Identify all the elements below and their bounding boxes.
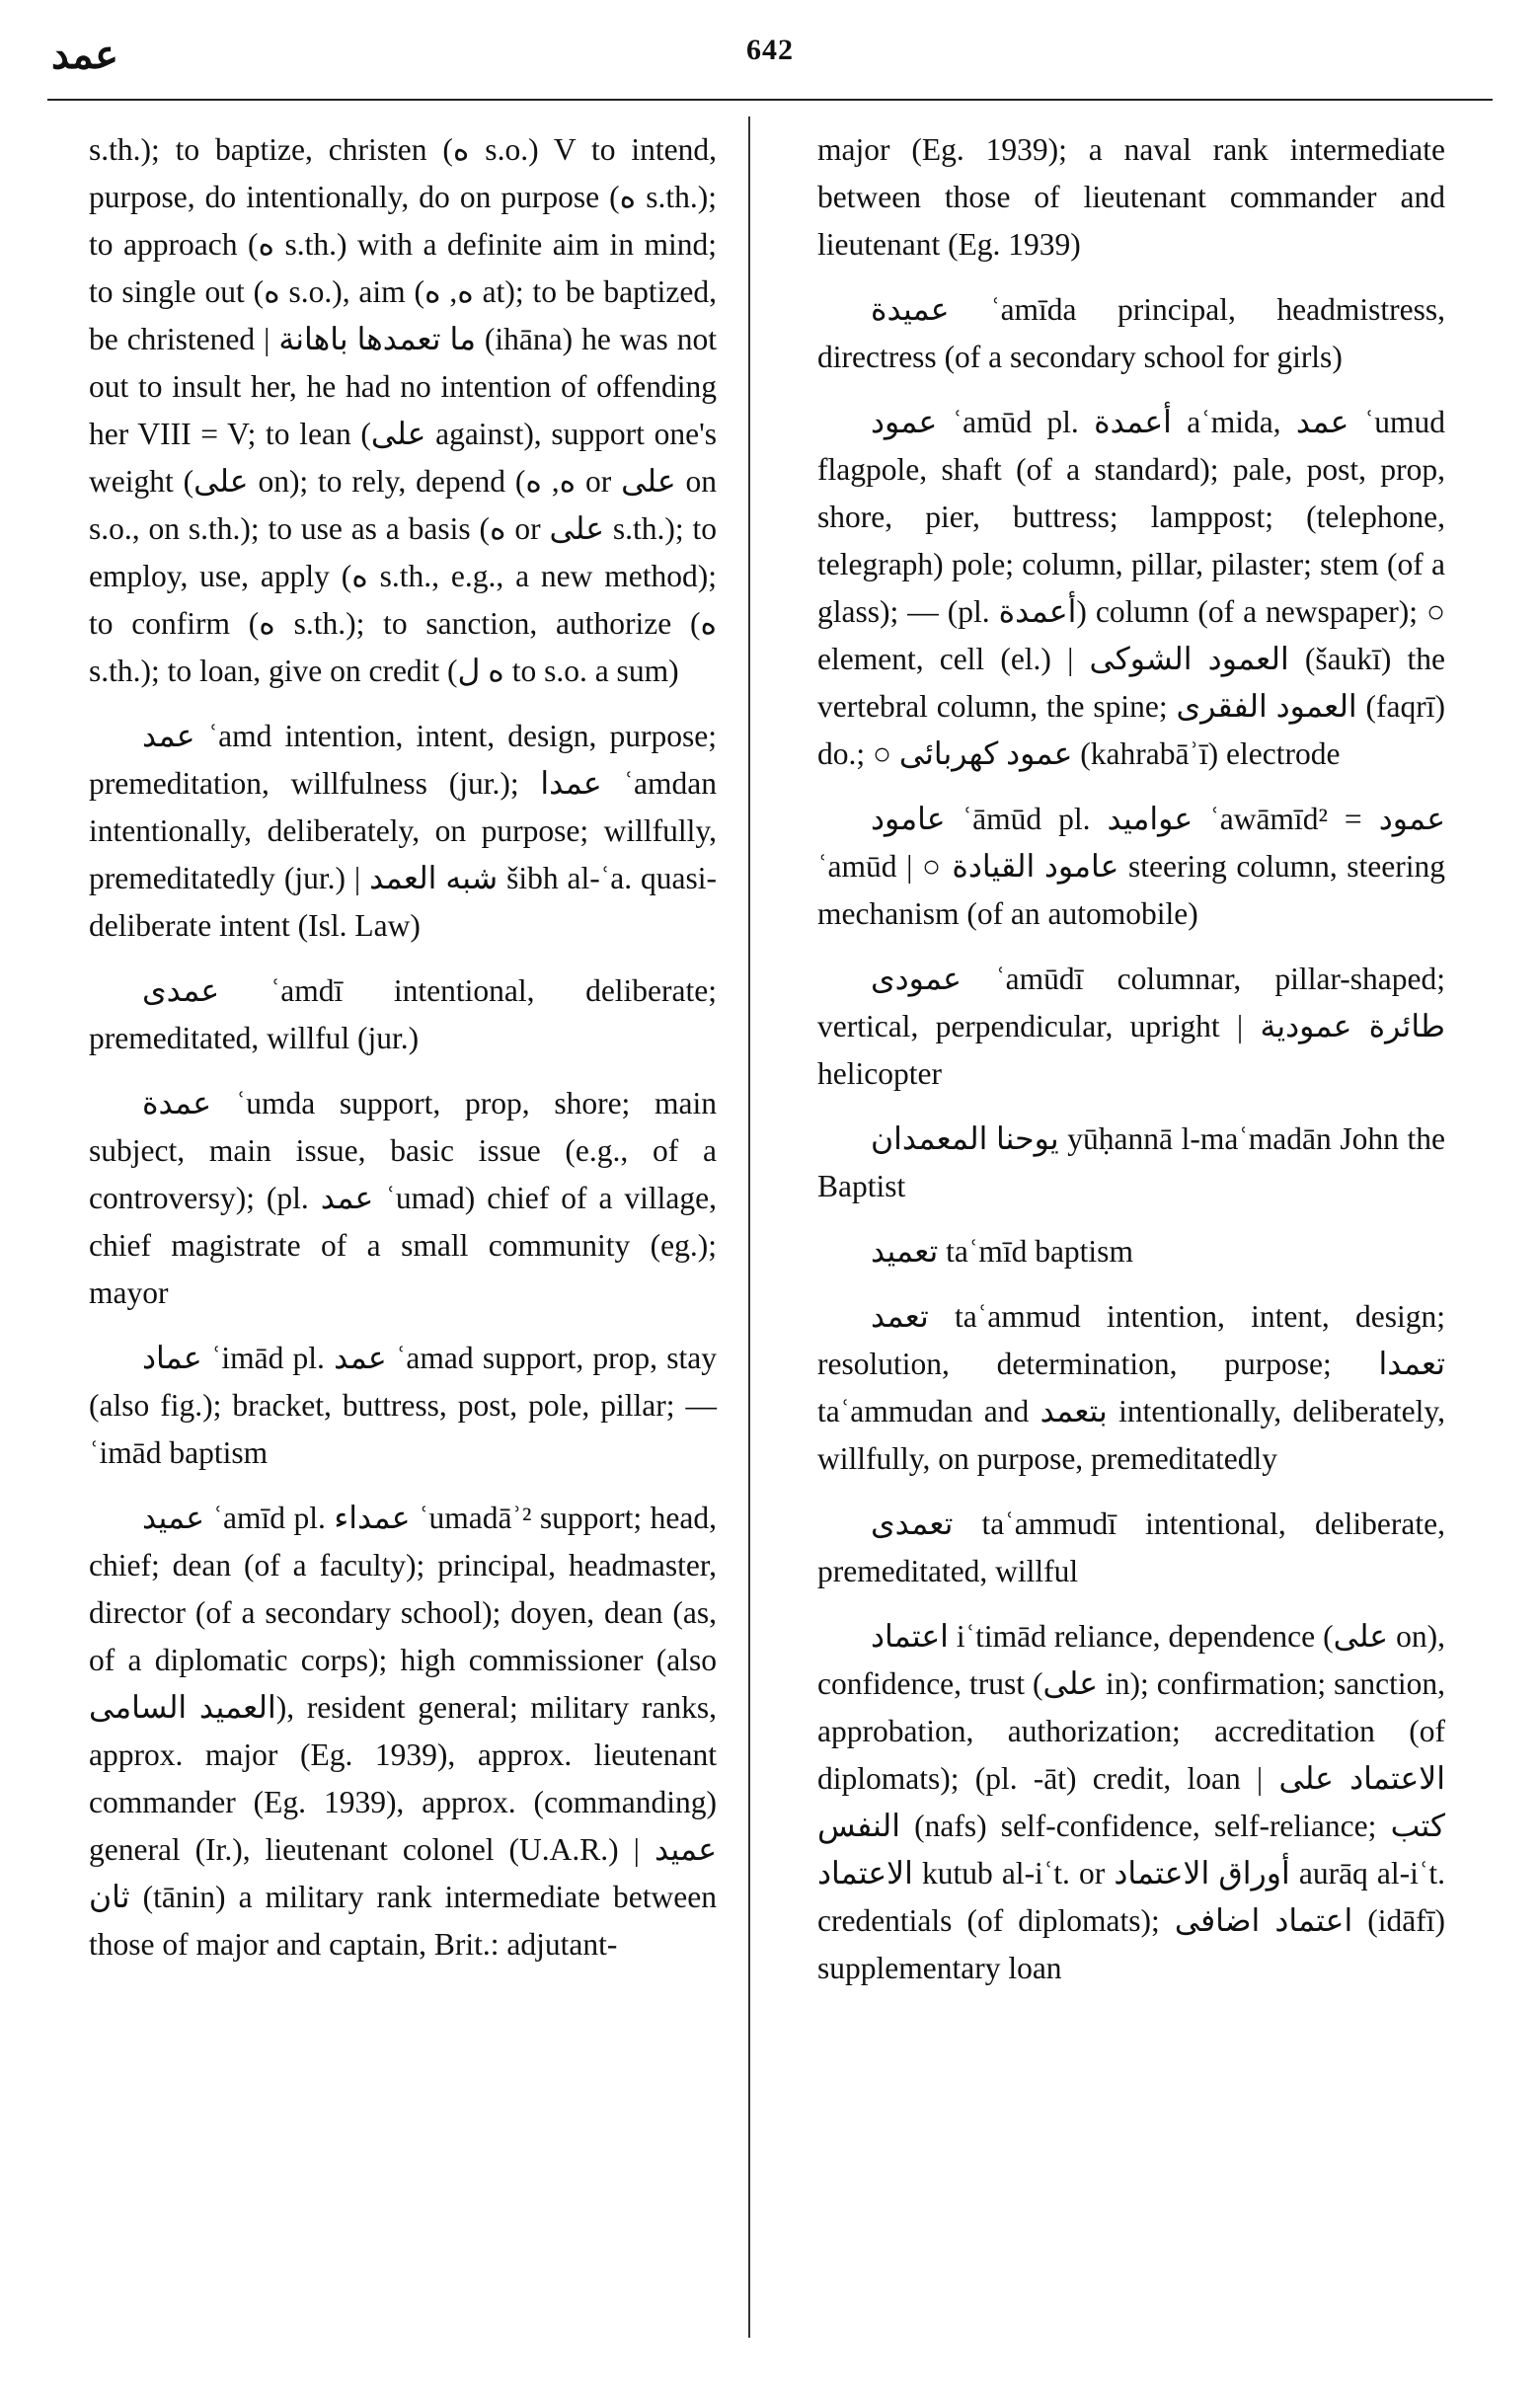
entry-amid: عميد ʿamīd pl. عمداء ʿumadāʾ² support; head, chief; dean (of a faculty); principal, headmaster, director (of a secondary school); doyen, dean (as, of a diplomatic corps); high commissioner (also العميد السامى), resident general; military ranks, approx. major (Eg. 1939), approx. lieutenant commander (Eg. 1939), approx. (commanding) general (Ir.), lieutenant colonel (U.A.R.) | عميد ثان (tānin) a military rank intermediate between those of major and captain, Brit.: adjutant- xyxy=(89,1501,717,1962)
entry-amida: عميدة ʿamīda principal, headmistress, directress (of a secondary school for girls) xyxy=(817,292,1445,374)
entry-taammud: تعمد taʿammud intention, intent, design; resolution, determination, purpose; تعمدا taʿammudan and بتعمد intentionally, deliberately, willfully, on purpose, premeditatedly xyxy=(817,1299,1445,1476)
entry-taammudi: تعمدى taʿammudī intentional, deliberate, premeditated, willful xyxy=(817,1506,1445,1588)
entry-continuation: major (Eg. 1939); a naval rank intermediate between those of lieutenant commander and lieutenant (Eg. 1939) xyxy=(817,132,1445,262)
entry-continuation: s.th.); to baptize, christen (ه s.o.) V to intend, purpose, do intentionally, do on purpose (ه s.th.); to approach (ه s.th.) with a definite aim in mind; to single out (ه s.o.), aim (ه, ه at); to be baptized, be christened | ما تعمدها باهانة (ihāna) he was not out to insult her, he had no intention of offending her VIII = V; to lean (على against), support one's weight (على on); to rely, depend (ه, ه or على on s.o., on s.th.); to use as a basis (ه or على s.th.); to employ, use, apply (ه s.th., e.g., a new method); to confirm (ه s.th.); to sanction, authorize (ه s.th.); to loan, give on credit (ه ل to s.o. a sum) xyxy=(89,132,718,688)
left-column xyxy=(89,126,717,1986)
entry-imad: عماد ʿimād pl. عمد ʿamad support, prop, stay (also fig.); bracket, buttress, post, pole, pillar; — ʿimād baptism xyxy=(89,1341,718,1470)
right-column xyxy=(817,126,1445,2010)
catchword: عمد xyxy=(51,33,118,77)
entry-yuhanna: يوحنا المعمدان yūḥannā l-maʿmadān John the Baptist xyxy=(817,1121,1445,1203)
header-rule xyxy=(47,99,1493,101)
entry-umda: عمدة ʿumda support, prop, shore; main subject, main issue, basic issue (e.g., of a controversy); (pl. عمد ʿumad) chief of a village, chief magistrate of a small community (eg.); mayor xyxy=(89,1086,718,1310)
entry-tamid: تعميد taʿmīd baptism xyxy=(871,1234,1133,1269)
entry-itimad: اعتماد iʿtimād reliance, dependence (على on), confidence, trust (على in); confirmation; sanction, approbation, authorization; accreditation (of diplomats); (pl. -āt) credit, loan | الاعتماد على النفس (nafs) self-confidence, self-reliance; كتب الاعتماد kutub al-iʿt. or أوراق الاعتماد aurāq al-iʿt. credentials (of diplomats); اعتماد اضافى (idāfī) supplementary loan xyxy=(817,1619,1445,1985)
entry-amudi: عمودى ʿamūdī columnar, pillar-shaped; vertical, perpendicular, upright | طائرة عمودية helicopter xyxy=(817,962,1445,1091)
page-header xyxy=(49,26,1491,85)
entry-amd: عمد ʿamd intention, intent, design, purpose; premeditation, willfulness (jur.); عمدا ʿamdan intentionally, deliberately, on purpose; willfully, premeditatedly (jur.) | شبه العمد šibh al-ʿa. quasi-deliberate intent (Isl. Law) xyxy=(89,719,718,943)
page-number: 642 xyxy=(746,34,794,66)
entry-amud: عمود ʿamūd pl. أعمدة aʿmida, عمد ʿumud flagpole, shaft (of a standard); pale, post, prop, shore, pier, buttress; lamppost; (telephone, telegraph) pole; column, pillar, pilaster; stem (of a glass); — (pl. أعمدة) column (of a newspaper); ○ element, cell (el.) | العمود الشوكى (šaukī) the vertebral column, the spine; العمود الفقرى (faqrī) do.; ○ عمود كهربائى (kahrabāʾī) electrode xyxy=(817,405,1445,771)
entry-amdi: عمدى ʿamdī intentional, deliberate; premeditated, willful (jur.) xyxy=(89,973,717,1055)
column-divider xyxy=(748,116,750,2338)
entry-amud-variant: عامود ʿāmūd pl. عواميد ʿawāmīd² = عمود ʿamūd | ○ عامود القيادة steering column, steering mechanism (of an automobile) xyxy=(817,802,1446,931)
